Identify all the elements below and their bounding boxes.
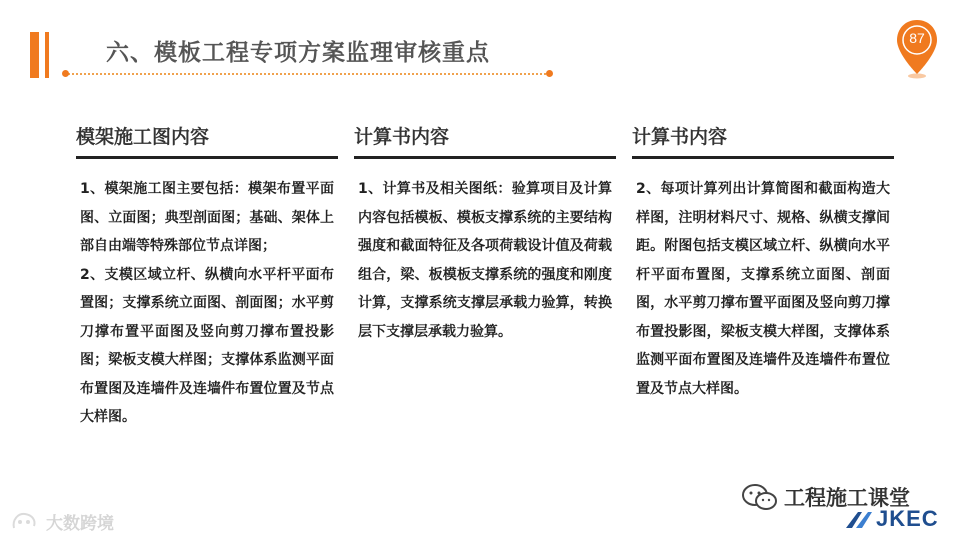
watermark-bottom-right — [736, 482, 956, 532]
watermark-text: 大数跨境 — [46, 513, 114, 534]
column-body — [354, 175, 616, 346]
column-heading: 计算书内容 — [632, 126, 728, 148]
jkec-logo-icon — [844, 508, 874, 532]
title-underline-dot-right — [546, 70, 553, 77]
column-body — [76, 175, 338, 432]
watermark-logo-text: JKEC — [876, 506, 939, 531]
column-paragraph: 2、每项计算列出计算简图和截面构造大样图，注明材料尺寸、规格、纵横支撑间距。附图包括支模区域立杆、纵横向水平杆平面布置图，支撑系统立面图、剖面图，水平剪刀撑布置平面图及竖向剪刀撑布置投影图，梁板支模大样图，支撑体系监测平面布置图及连墙件及连墙件布置位置及节点大样图。 — [636, 181, 890, 397]
column-divider — [632, 156, 894, 159]
column-heading: 计算书内容 — [354, 126, 450, 148]
page-number: 87 — [909, 30, 925, 46]
wechat-icon — [740, 482, 780, 512]
brand-logo-icon — [10, 510, 40, 532]
column-paragraph: 1、计算书及相关图纸：验算项目及计算内容包括模板、模板支撑系统的主要结构强度和截面特征及各项荷载设计值及荷载组合，梁、板模板支撑系统的强度和刚度计算，支撑系统支撑层承载力验算，转换层下支撑层承载力验算。 — [358, 181, 612, 340]
slide-title: 六、模板工程专项方案监理审核重点 — [106, 40, 490, 66]
column-calculation-content-2 — [632, 122, 894, 403]
title-accent-bar — [30, 32, 39, 78]
column-calculation-content-1 — [354, 122, 616, 346]
column-divider — [354, 156, 616, 159]
page-number-pin — [894, 18, 940, 80]
title-underline — [64, 73, 550, 75]
column-body — [632, 175, 894, 403]
watermark-bottom-left — [10, 508, 114, 534]
map-pin-icon — [894, 18, 940, 80]
column-heading: 模架施工图内容 — [76, 126, 210, 148]
column-drawing-content — [76, 122, 338, 432]
title-accent-bar-thin — [45, 32, 49, 78]
column-paragraph: 1、模架施工图主要包括：模架布置平面图、立面图；典型剖面图；基础、架体上部自由端等特殊部位节点详图； — [80, 181, 334, 254]
title-underline-dot-left — [62, 70, 69, 77]
watermark-text: 工程施工课堂 — [784, 486, 910, 510]
column-paragraph: 2、支模区域立杆、纵横向水平杆平面布置图；支撑系统立面图、剖面图；水平剪刀撑布置平面图及竖向剪刀撑布置投影图；梁板支模大样图；支撑体系监测平面布置图及连墙件及连墙件布置位置及节点大样图。 — [80, 266, 334, 425]
column-divider — [76, 156, 338, 159]
